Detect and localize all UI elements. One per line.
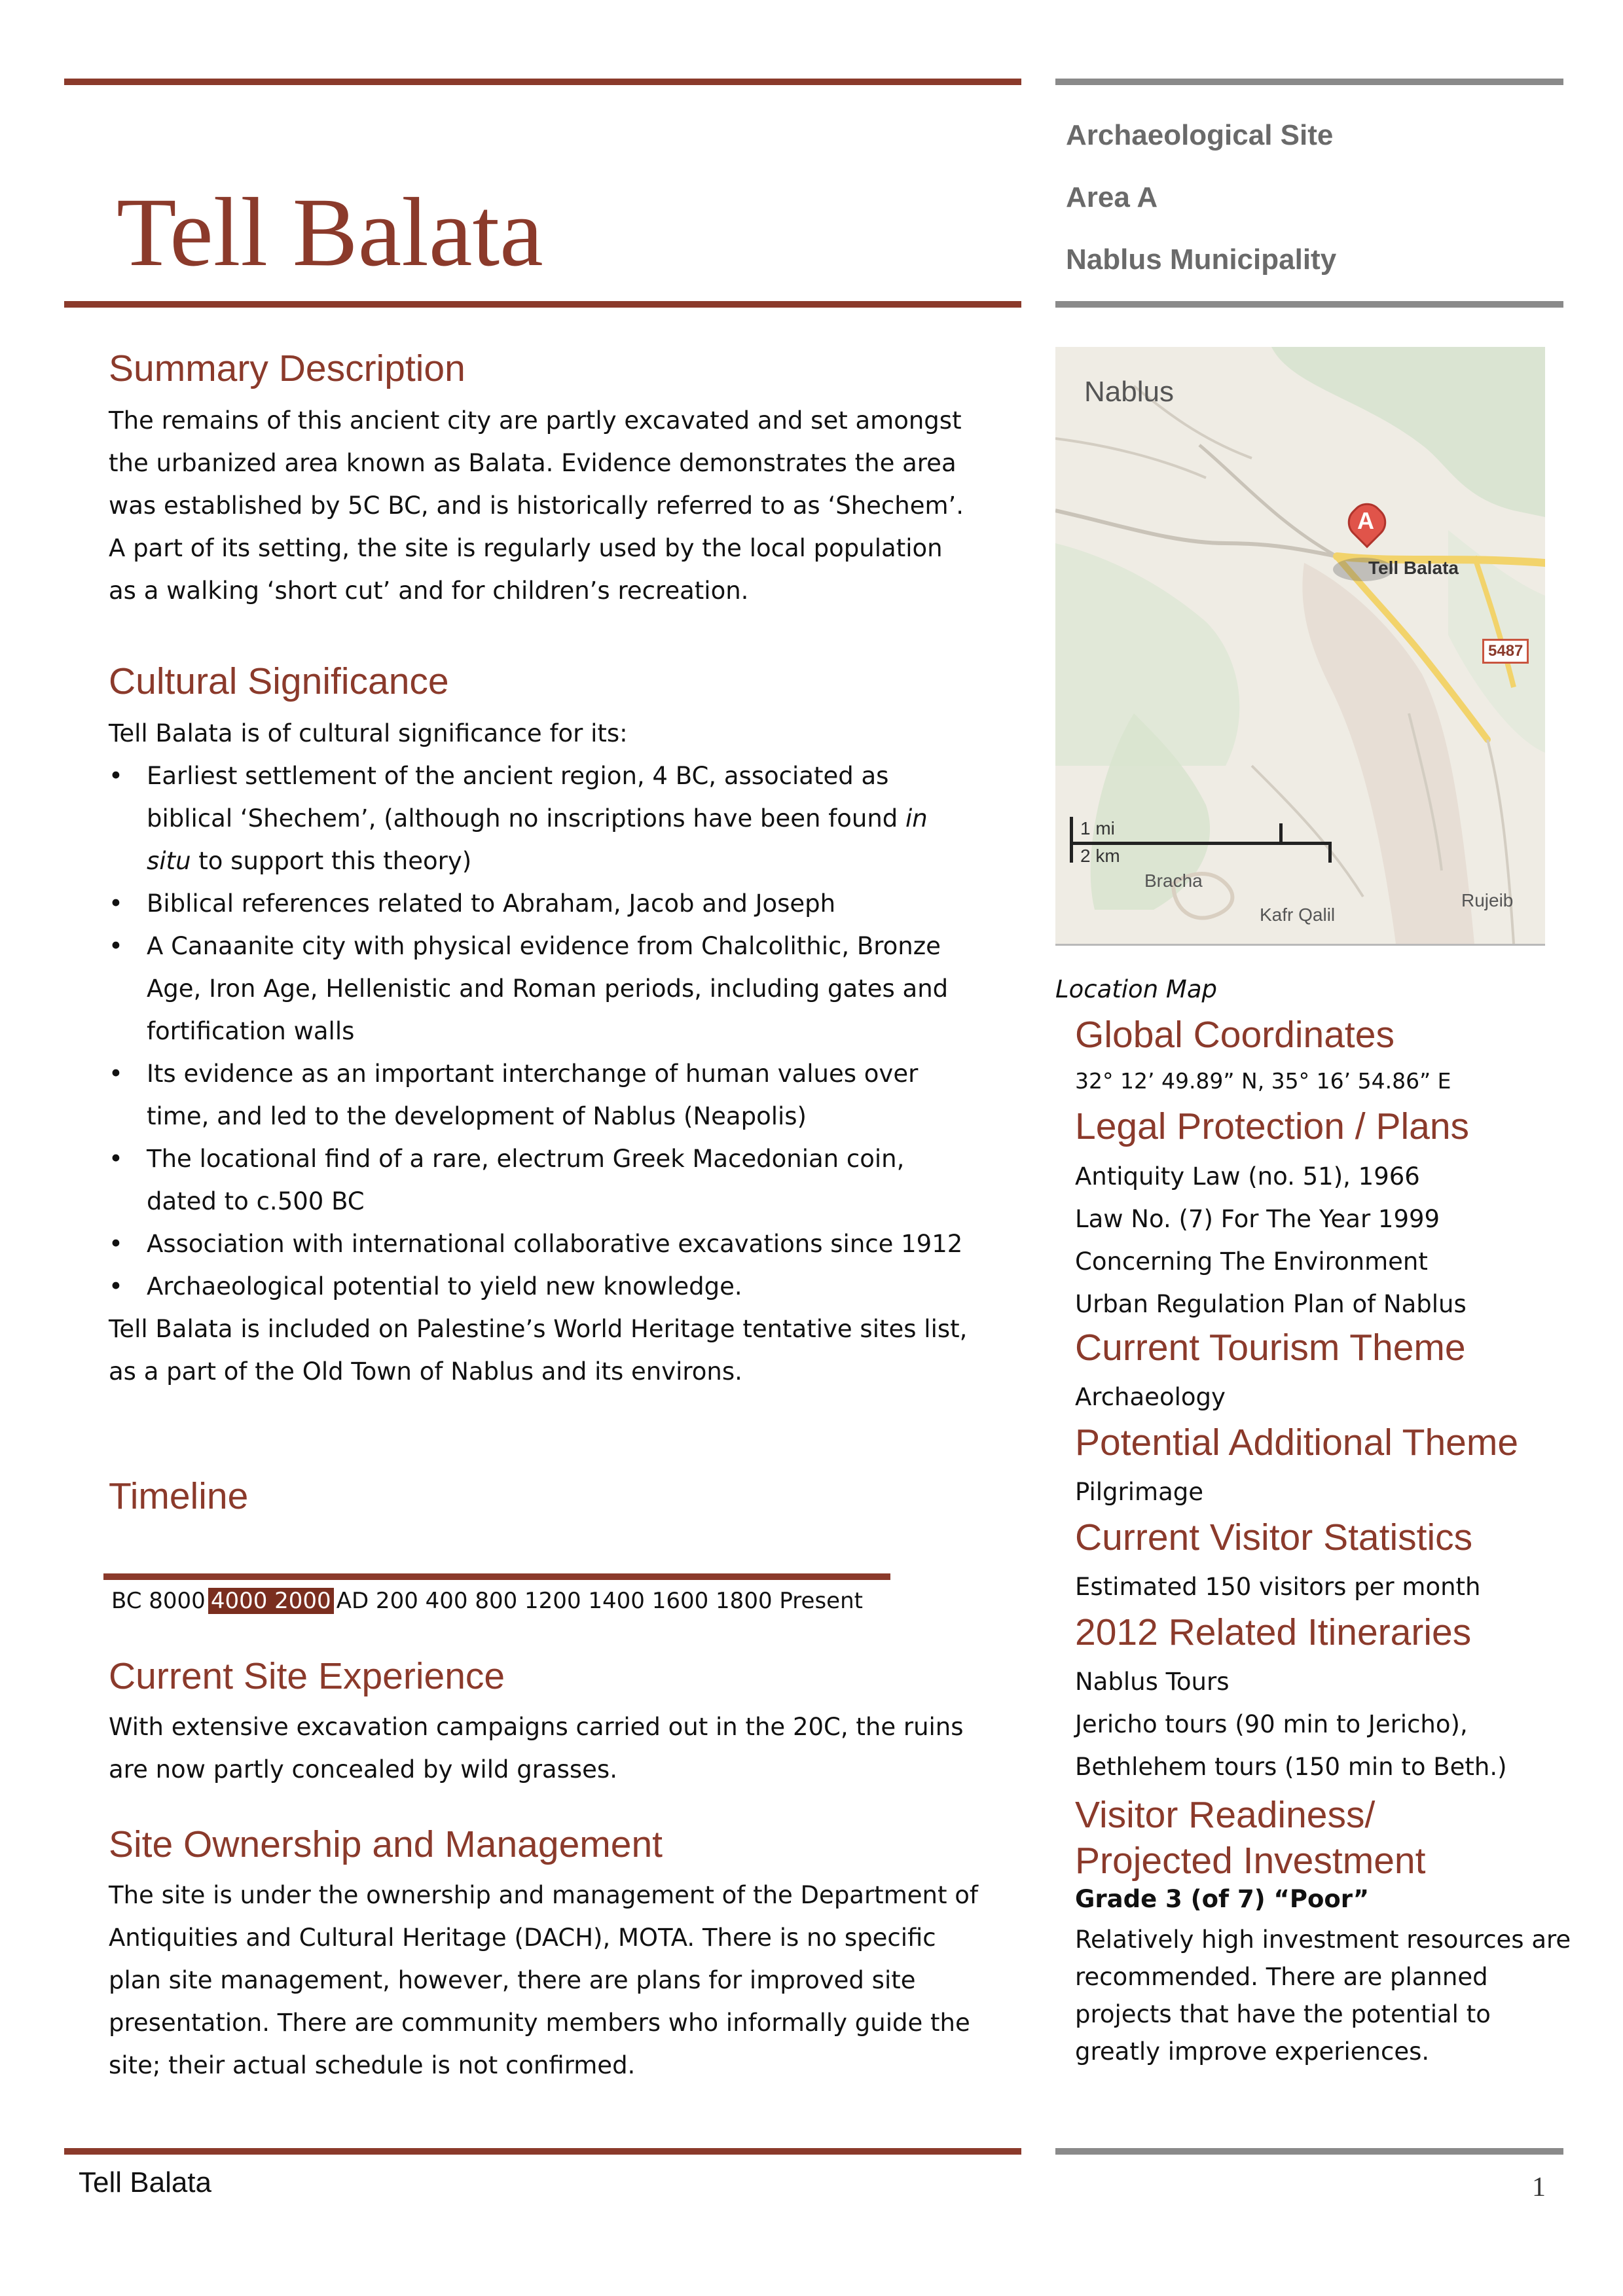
location-map[interactable]: [1055, 347, 1545, 946]
list-item: Law No. (7) For The Year 1999: [1075, 1205, 1440, 1233]
map-scale-bar: [1070, 817, 1332, 866]
timeline-bar: [103, 1573, 890, 1580]
map-caption: Location Map: [1055, 975, 1217, 1003]
list-item: Antiquity Law (no. 51), 1966: [1075, 1162, 1420, 1191]
map-label-nablus: Nablus: [1084, 376, 1174, 408]
bullet-text-pre: Earliest settlement of the ancient region, 4 BC, associated as biblical ‘Shechem’, (although no inscriptions have been found: [147, 762, 906, 833]
map-label-bracha: Bracha: [1144, 870, 1203, 891]
ownership-text: The site is under the ownership and management of the Department of Antiquities and Cultural Heritage (DACH), MOTA. There is no specific plan site management, however, there are plans for improved site presentation. There are community members who informally guide the site; their actual schedule is not confirmed.: [109, 1881, 978, 2079]
map-label-site: Tell Balata: [1368, 558, 1459, 578]
potential-value: Pilgrimage: [1075, 1478, 1204, 1506]
footer-rule-left: [64, 2148, 1021, 2155]
readiness-grade: Grade 3 (of 7) “Poor”: [1075, 1885, 1370, 1913]
list-item: Jericho tours (90 min to Jericho),: [1075, 1710, 1468, 1738]
timeline-bc: BC 8000: [111, 1588, 206, 1614]
scale-tick-left: [1070, 817, 1073, 863]
site-type: Archaeological Site: [1066, 119, 1334, 151]
scale-tick-km: [1328, 842, 1332, 863]
page-title: Tell Balata: [117, 178, 543, 287]
scale-label-km: 2 km: [1080, 846, 1120, 866]
list-item: • A Canaanite city with physical evidence from Chalcolithic, Bronze Age, Iron Age, Hellenistic and Roman periods, including gates and fortification walls: [109, 925, 979, 1052]
timeline-ad: AD 200 400 800 1200 1400 1600 1800 Present: [336, 1588, 863, 1614]
site-area: Area A: [1066, 181, 1158, 213]
cultural-list: [109, 755, 979, 1308]
cultural-section: [109, 712, 979, 1393]
list-item: • The locational find of a rare, electrum Greek Macedonian coin, dated to c.500 BC: [109, 1138, 979, 1223]
timeline-highlight: 4000 2000: [208, 1588, 334, 1614]
top-rule-left: [64, 79, 1021, 85]
timeline-scale: [109, 1584, 866, 1618]
list-item: • Archaeological potential to yield new knowledge.: [109, 1265, 979, 1308]
tourism-value: Archaeology: [1075, 1383, 1226, 1411]
page-number: 1: [1532, 2172, 1546, 2202]
cultural-heading: Cultural Significance: [109, 660, 449, 702]
map-marker-label: A: [1357, 507, 1374, 534]
map-label-kafr: Kafr Qalil: [1260, 905, 1336, 925]
cultural-intro: Tell Balata is of cultural significance for its:: [109, 719, 628, 747]
list-item: Urban Regulation Plan of Nablus: [1075, 1290, 1467, 1318]
footer-rule-right: [1055, 2148, 1563, 2155]
map-road-badge: 5487: [1482, 639, 1529, 664]
map-label-rujeib: Rujeib: [1461, 890, 1514, 910]
visitors-value: Estimated 150 visitors per month: [1075, 1573, 1481, 1601]
scale-line: [1070, 842, 1332, 845]
summary-heading: Summary Description: [109, 348, 465, 389]
coordinates-heading: Global Coordinates: [1075, 1014, 1395, 1056]
list-item: • Biblical references related to Abraham, Jacob and Joseph: [109, 882, 979, 925]
visitors-heading: Current Visitor Statistics: [1075, 1516, 1473, 1558]
legal-heading: Legal Protection / Plans: [1075, 1105, 1470, 1147]
title-rule-right: [1055, 301, 1563, 308]
bullet-text-post: to support this theory): [191, 847, 472, 875]
site-municipality: Nablus Municipality: [1066, 243, 1337, 276]
list-item: Bethlehem tours (150 min to Beth.): [1075, 1753, 1507, 1781]
potential-heading: Potential Additional Theme: [1075, 1422, 1519, 1463]
experience-heading: Current Site Experience: [109, 1655, 505, 1697]
coordinates-value: 32° 12’ 49.89” N, 35° 16’ 54.86” E: [1075, 1068, 1451, 1094]
bullet-text-italic: in situ: [147, 804, 928, 875]
list-item: • Association with international collaborative excavations since 1912: [109, 1223, 979, 1265]
scale-tick-mi: [1279, 823, 1283, 843]
readiness-heading-line2: Projected Investment: [1075, 1840, 1426, 1882]
experience-text: With extensive excavation campaigns carried out in the 20C, the ruins are now partly concealed by wild grasses.: [109, 1713, 964, 1784]
ownership-heading: Site Ownership and Management: [109, 1823, 663, 1865]
itineraries-heading: 2012 Related Itineraries: [1075, 1611, 1472, 1653]
list-item: Concerning The Environment: [1075, 1247, 1428, 1276]
legal-list: [1075, 1155, 1559, 1325]
top-rule-right: [1055, 79, 1563, 85]
list-item: [109, 755, 979, 882]
title-rule-left: [64, 301, 1021, 308]
readiness-text: Relatively high investment resources are recommended. There are planned projects that have the potential to greatly improve experiences.: [1075, 1926, 1571, 2066]
footer-title: Tell Balata: [79, 2166, 212, 2198]
readiness-heading-line1: Visitor Readiness/: [1075, 1794, 1376, 1836]
itineraries-list: [1075, 1660, 1559, 1788]
scale-label-mi: 1 mi: [1080, 818, 1115, 838]
tourism-heading: Current Tourism Theme: [1075, 1327, 1466, 1369]
readiness-heading: [1075, 1792, 1425, 1884]
list-item: Nablus Tours: [1075, 1668, 1230, 1696]
summary-text: The remains of this ancient city are partly excavated and set amongst the urbanized area known as Balata. Evidence demonstrates the area was established by 5C BC, and is historically referred to as ‘Shechem’. A part of its setting, the site is regularly used by the local population as a walking ‘short cut’ and for children’s recreation.: [109, 406, 964, 605]
timeline-heading: Timeline: [109, 1475, 249, 1517]
list-item: • Its evidence as an important interchange of human values over time, and led to the development of Nablus (Neapolis): [109, 1052, 979, 1138]
cultural-outro: Tell Balata is included on Palestine’s World Heritage tentative sites list, as a part of the Old Town of Nablus and its environs.: [109, 1315, 968, 1386]
